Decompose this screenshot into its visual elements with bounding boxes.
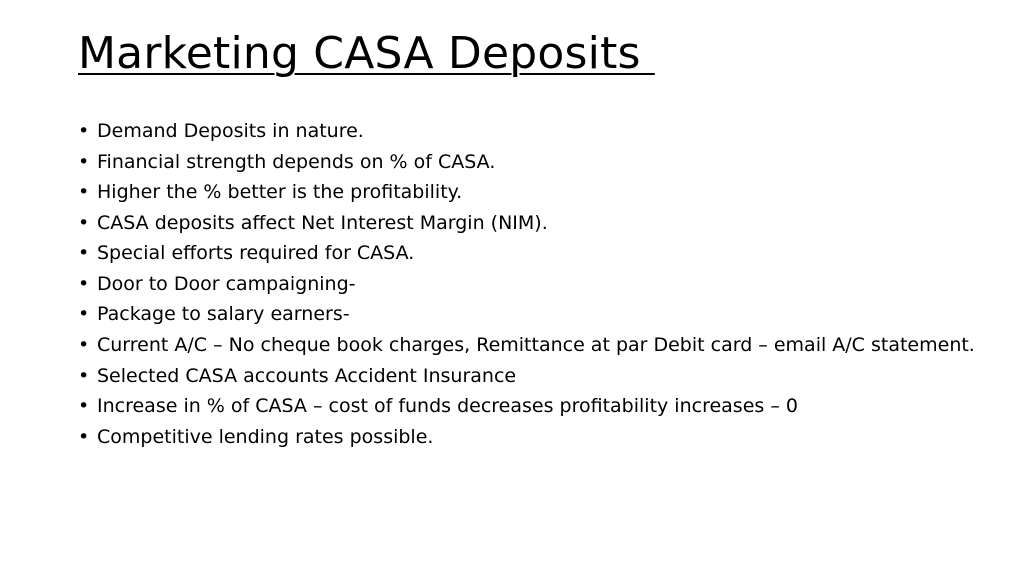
bullet-item xyxy=(78,151,978,174)
bullet-icon: • xyxy=(78,150,90,173)
bullet-icon: • xyxy=(78,120,90,142)
bullet-item xyxy=(78,273,978,296)
bullet-text: Door to Door campaigning- xyxy=(97,272,356,295)
bullet-text: Package to salary earners- xyxy=(97,303,350,325)
bullet-icon: • xyxy=(78,364,90,387)
bullet-text: Demand Deposits in nature. xyxy=(97,120,364,142)
bullet-text: Higher the % better is the profitability. xyxy=(97,181,463,203)
bullet-text: CASA deposits affect Net Interest Margin (NIM). xyxy=(97,211,548,234)
bullet-icon: • xyxy=(78,242,90,264)
bullet-text: Increase in % of CASA – cost of funds decreases profitability increases – 0 xyxy=(97,395,798,417)
bullet-text: Financial strength depends on % of CASA. xyxy=(97,150,496,173)
bullet-text: Competitive lending rates possible. xyxy=(97,425,434,448)
bullet-icon: • xyxy=(78,303,90,325)
bullet-item xyxy=(78,242,978,265)
bullet-icon: • xyxy=(78,272,90,295)
bullet-list xyxy=(78,120,978,456)
bullet-icon: • xyxy=(78,181,90,203)
bullet-text: Current A/C – No cheque book charges, Remittance at par Debit card – email A/C statement. xyxy=(97,333,975,356)
bullet-item xyxy=(78,120,978,143)
bullet-text: Special efforts required for CASA. xyxy=(97,242,415,264)
bullet-icon: • xyxy=(78,211,90,234)
bullet-icon: • xyxy=(78,425,90,448)
bullet-item xyxy=(78,181,978,204)
bullet-item xyxy=(78,395,978,418)
bullet-icon: • xyxy=(78,395,90,417)
bullet-item xyxy=(78,303,978,326)
bullet-item xyxy=(78,365,978,388)
bullet-text: Selected CASA accounts Accident Insurance xyxy=(97,364,517,387)
slide-title: Marketing CASA Deposits xyxy=(78,28,655,79)
bullet-icon: • xyxy=(78,333,90,356)
bullet-item xyxy=(78,212,978,235)
bullet-item xyxy=(78,426,978,449)
bullet-item xyxy=(78,334,978,357)
